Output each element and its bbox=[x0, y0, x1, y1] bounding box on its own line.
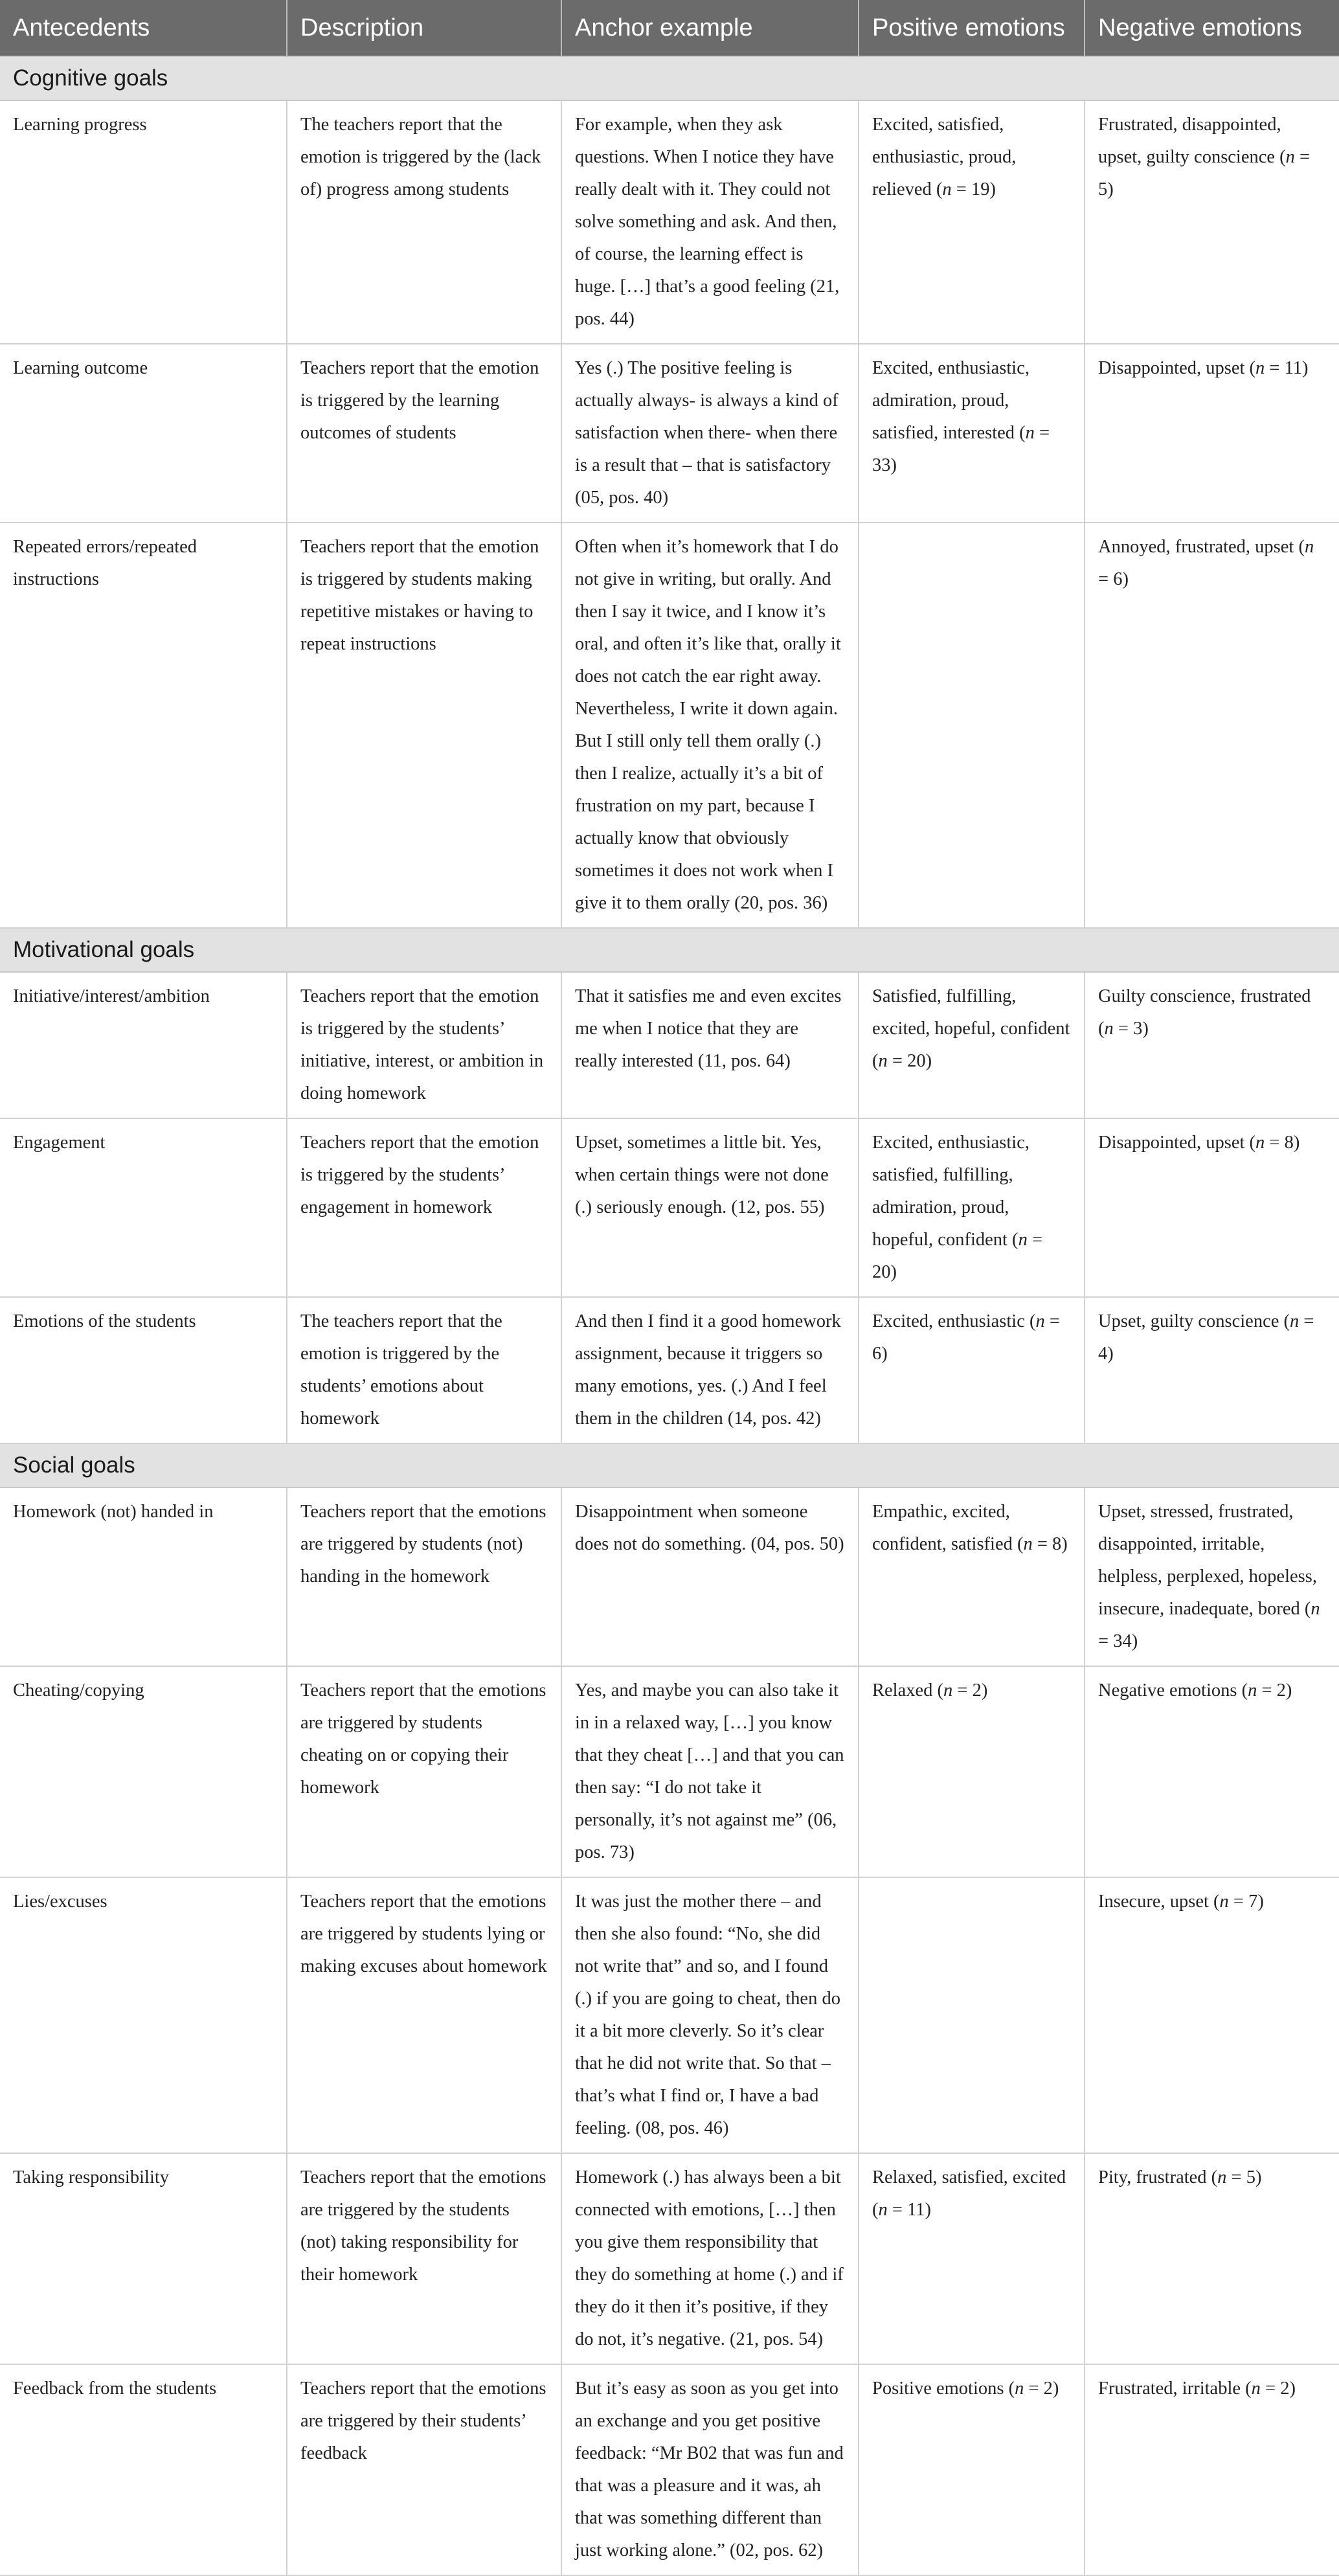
table-row bbox=[0, 1666, 1339, 1877]
table-body bbox=[0, 56, 1339, 2575]
cell-positive-emotions: Excited, enthusiastic, admiration, proud, satisfied, interested (n = 33) bbox=[859, 344, 1085, 523]
cell-antecedent: Initiative/interest/ambition bbox=[0, 972, 287, 1118]
table-row bbox=[0, 1877, 1339, 2153]
cell-positive-emotions: Relaxed, satisfied, excited (n = 11) bbox=[859, 2153, 1085, 2364]
header-antecedents: Antecedents bbox=[0, 0, 287, 56]
cell-anchor-example: Disappointment when someone does not do something. (04, pos. 50) bbox=[561, 1487, 859, 1666]
cell-description: Teachers report that the emotions are triggered by students cheating on or copying their homework bbox=[287, 1666, 561, 1877]
header-anchor-example: Anchor example bbox=[561, 0, 859, 56]
cell-description: Teachers report that the emotions are triggered by students lying or making excuses about homework bbox=[287, 1877, 561, 2153]
cell-antecedent: Lies/excuses bbox=[0, 1877, 287, 2153]
cell-anchor-example: Homework (.) has always been a bit connected with emotions, […] then you give them responsibility that they do something at home (.) and if they do it then it’s positive, if they do not, it’s negative. (21, pos. 54) bbox=[561, 2153, 859, 2364]
cell-description: Teachers report that the emotions are triggered by the students (not) taking responsibility for their homework bbox=[287, 2153, 561, 2364]
cell-anchor-example: For example, when they ask questions. When I notice they have really dealt with it. They could not solve something and ask. And then, of course, the learning effect is huge. […] that’s a good feeling (21, pos. 44) bbox=[561, 100, 859, 344]
table-header bbox=[0, 0, 1339, 56]
table-row bbox=[0, 344, 1339, 523]
cell-negative-emotions: Frustrated, disappointed, upset, guilty conscience (n = 5) bbox=[1085, 100, 1339, 344]
cell-positive-emotions: Relaxed (n = 2) bbox=[859, 1666, 1085, 1877]
cell-positive-emotions bbox=[859, 523, 1085, 928]
section-row bbox=[0, 1443, 1339, 1487]
cell-description: Teachers report that the emotion is triggered by the students’ initiative, interest, or ambition in doing homework bbox=[287, 972, 561, 1118]
table-row bbox=[0, 1487, 1339, 1666]
cell-description: The teachers report that the emotion is triggered by the (lack of) progress among students bbox=[287, 100, 561, 344]
cell-negative-emotions: Pity, frustrated (n = 5) bbox=[1085, 2153, 1339, 2364]
cell-antecedent: Learning outcome bbox=[0, 344, 287, 523]
cell-negative-emotions: Negative emotions (n = 2) bbox=[1085, 1666, 1339, 1877]
table-row bbox=[0, 972, 1339, 1118]
header-positive-emotions: Positive emotions bbox=[859, 0, 1085, 56]
header-description: Description bbox=[287, 0, 561, 56]
header-row bbox=[0, 0, 1339, 56]
cell-description: Teachers report that the emotion is triggered by students making repetitive mistakes or having to repeat instructions bbox=[287, 523, 561, 928]
cell-anchor-example: Yes (.) The positive feeling is actually always- is always a kind of satisfaction when there- when there is a result that – that is satisfactory (05, pos. 40) bbox=[561, 344, 859, 523]
cell-description: Teachers report that the emotions are triggered by students (not) handing in the homework bbox=[287, 1487, 561, 1666]
table-row bbox=[0, 1118, 1339, 1297]
cell-negative-emotions: Upset, stressed, frustrated, disappointed, irritable, helpless, perplexed, hopeless, insecure, inadequate, bored (n = 34) bbox=[1085, 1487, 1339, 1666]
cell-description: Teachers report that the emotion is triggered by the students’ engagement in homework bbox=[287, 1118, 561, 1297]
cell-negative-emotions: Frustrated, irritable (n = 2) bbox=[1085, 2364, 1339, 2575]
table-row bbox=[0, 1297, 1339, 1443]
cell-anchor-example: And then I find it a good homework assignment, because it triggers so many emotions, yes. (.) And I feel them in the children (14, pos. 42) bbox=[561, 1297, 859, 1443]
cell-positive-emotions: Satisfied, fulfilling, excited, hopeful, confident (n = 20) bbox=[859, 972, 1085, 1118]
cell-antecedent: Learning progress bbox=[0, 100, 287, 344]
section-title: Social goals bbox=[0, 1443, 1339, 1487]
cell-anchor-example: Often when it’s homework that I do not give in writing, but orally. And then I say it twice, and I know it’s oral, and often it’s like that, orally it does not catch the ear right away. Nevertheless, I write it down again. But I still only tell them orally (.) then I realize, actually it’s a bit of frustration on my part, because I actually know that obviously sometimes it does not work when I give it to them orally (20, pos. 36) bbox=[561, 523, 859, 928]
cell-negative-emotions: Disappointed, upset (n = 8) bbox=[1085, 1118, 1339, 1297]
cell-negative-emotions: Insecure, upset (n = 7) bbox=[1085, 1877, 1339, 2153]
section-row bbox=[0, 928, 1339, 972]
section-title: Cognitive goals bbox=[0, 56, 1339, 100]
cell-description: The teachers report that the emotion is triggered by the students’ emotions about homework bbox=[287, 1297, 561, 1443]
cell-negative-emotions: Guilty conscience, frustrated (n = 3) bbox=[1085, 972, 1339, 1118]
table-row bbox=[0, 100, 1339, 344]
cell-negative-emotions: Upset, guilty conscience (n = 4) bbox=[1085, 1297, 1339, 1443]
section-title: Motivational goals bbox=[0, 928, 1339, 972]
table-row bbox=[0, 523, 1339, 928]
cell-description: Teachers report that the emotions are triggered by their students’ feedback bbox=[287, 2364, 561, 2575]
section-row bbox=[0, 56, 1339, 100]
cell-positive-emotions: Empathic, excited, confident, satisfied (n = 8) bbox=[859, 1487, 1085, 1666]
cell-positive-emotions: Positive emotions (n = 2) bbox=[859, 2364, 1085, 2575]
cell-antecedent: Cheating/copying bbox=[0, 1666, 287, 1877]
cell-positive-emotions: Excited, satisfied, enthusiastic, proud, relieved (n = 19) bbox=[859, 100, 1085, 344]
cell-antecedent: Feedback from the students bbox=[0, 2364, 287, 2575]
cell-antecedent: Emotions of the students bbox=[0, 1297, 287, 1443]
cell-anchor-example: That it satisfies me and even excites me when I notice that they are really interested (11, pos. 64) bbox=[561, 972, 859, 1118]
table-row bbox=[0, 2153, 1339, 2364]
cell-positive-emotions: Excited, enthusiastic, satisfied, fulfilling, admiration, proud, hopeful, confident (n = 20) bbox=[859, 1118, 1085, 1297]
cell-anchor-example: Yes, and maybe you can also take it in in a relaxed way, […] you know that they cheat […] and that you can then say: “I do not take it personally, it’s not against me” (06, pos. 73) bbox=[561, 1666, 859, 1877]
cell-antecedent: Repeated errors/repeated instructions bbox=[0, 523, 287, 928]
cell-positive-emotions bbox=[859, 1877, 1085, 2153]
cell-anchor-example: It was just the mother there – and then she also found: “No, she did not write that” and so, and I found (.) if you are going to cheat, then do it a bit more cleverly. So it’s clear that he did not write that. So that – that’s what I find or, I have a bad feeling. (08, pos. 46) bbox=[561, 1877, 859, 2153]
cell-description: Teachers report that the emotion is triggered by the learning outcomes of students bbox=[287, 344, 561, 523]
cell-negative-emotions: Annoyed, frustrated, upset (n = 6) bbox=[1085, 523, 1339, 928]
cell-antecedent: Taking responsibility bbox=[0, 2153, 287, 2364]
cell-positive-emotions: Excited, enthusiastic (n = 6) bbox=[859, 1297, 1085, 1443]
cell-antecedent: Homework (not) handed in bbox=[0, 1487, 287, 1666]
cell-antecedent: Engagement bbox=[0, 1118, 287, 1297]
cell-negative-emotions: Disappointed, upset (n = 11) bbox=[1085, 344, 1339, 523]
cell-anchor-example: Upset, sometimes a little bit. Yes, when certain things were not done (.) seriously enough. (12, pos. 55) bbox=[561, 1118, 859, 1297]
cell-anchor-example: But it’s easy as soon as you get into an exchange and you get positive feedback: “Mr B02 that was fun and that was a pleasure and it was, ah that was something different than just working alone.” (02, pos. 62) bbox=[561, 2364, 859, 2575]
table-row bbox=[0, 2364, 1339, 2575]
header-negative-emotions: Negative emotions bbox=[1085, 0, 1339, 56]
